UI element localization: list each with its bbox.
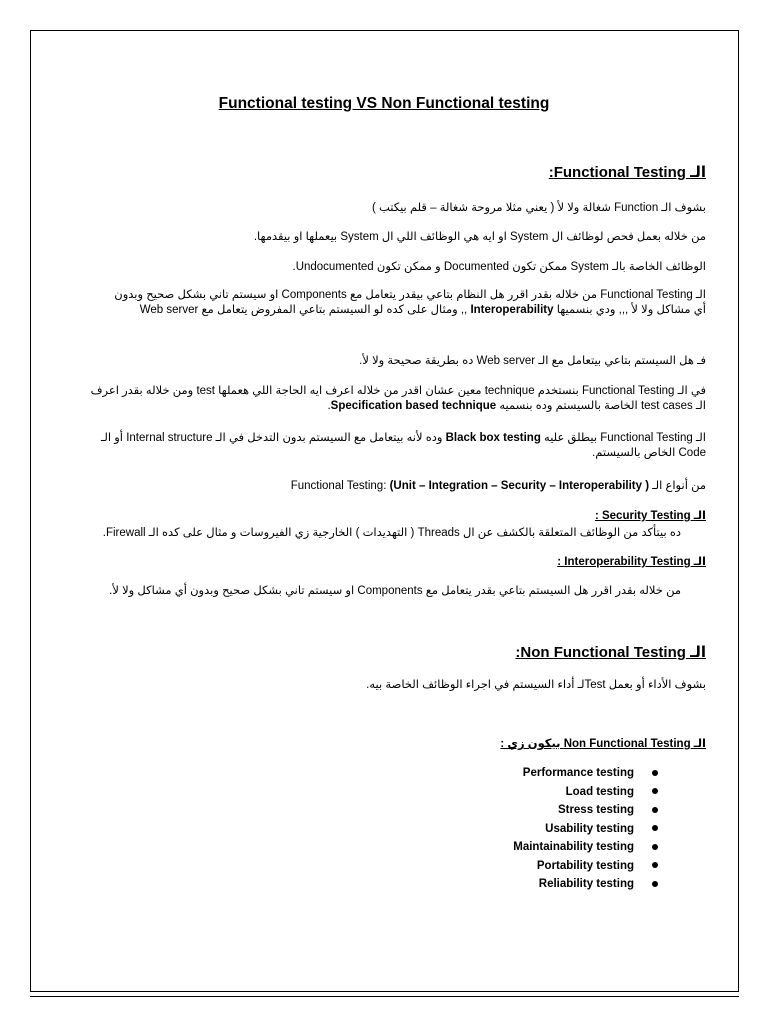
functional-types — [62, 479, 706, 494]
bullet-icon — [652, 807, 658, 813]
non-functional-heading: الـ Non Functional Testing: — [515, 644, 706, 661]
p7-text-end: وده لأنه بيتعامل مع السيستم بدون التدخل في الـ Internal structure أو الـ Code الخاص بالسيستم. — [100, 432, 706, 459]
list-item: Reliability testing — [513, 875, 658, 894]
functional-paragraph-1: بشوف الـ Function شغالة ولا لأ ( يعني مثلا مروحة شغالة – قلم بيكتب ) — [371, 202, 706, 214]
document-title: Functional testing VS Non Functional testing — [218, 95, 550, 112]
bullet-icon — [652, 844, 658, 850]
specification-term: Specification based technique — [330, 400, 497, 412]
list-item: Stress testing — [513, 801, 658, 820]
interoperability-term: Interoperability — [470, 304, 554, 316]
p7-text-start: الـ Functional Testing بيطلق عليه — [540, 432, 706, 444]
types-label: من أنواع الـ Functional Testing: — [290, 480, 706, 492]
list-item: Portability testing — [513, 857, 658, 876]
bullet-icon — [652, 881, 658, 887]
list-item: Load testing — [513, 783, 658, 802]
functional-paragraph-5: فـ هل السيستم بتاعي بيتعامل مع الـ Web server ده بطريقة صحيحة ولا لأ. — [359, 355, 706, 367]
security-testing-text: ده بيتأكد من الوظائف المتعلقة بالكشف عن ال Threads ( التهديدات ) الخارجية زي الفيروسات و مثال على كده الـ Firewall. — [102, 527, 681, 539]
black-box-term: Black box testing — [445, 432, 541, 444]
p4-text-start: الـ Functional Testing من خلاله بقدر اقرر هل النظام بتاعي بيقدر يتعامل مع Components او سيستم تاني بشكل صحيح وبدون أي مشاكل ولا لأ ,,, ودي بنسميها — [114, 289, 706, 316]
non-functional-paragraph: بشوف الأداء أو بعمل Testلـ أداء السيستم في اجراء الوظائف الخاصة بيه. — [366, 679, 706, 691]
functional-paragraph-2: من خلاله بعمل فحص لوظائف ال System او ايه هي الوظائف اللي ال System بيعملها او بيقدمها. — [253, 231, 706, 243]
types-list: (Unit – Integration – Security – Interoperability ) — [389, 480, 650, 492]
security-testing-heading: الـ Security Testing : — [594, 510, 706, 522]
list-item: Maintainability testing — [513, 838, 658, 857]
page-bottom-rule — [30, 996, 739, 997]
functional-paragraph-3: الوظائف الخاصة بالـ System ممكن تكون Documented و ممكن تكون Undocumented. — [292, 261, 706, 273]
bullet-icon — [652, 788, 658, 794]
functional-paragraph-6 — [90, 384, 706, 414]
p6-text-end: . — [327, 400, 331, 412]
bullet-icon — [652, 825, 658, 831]
functional-paragraph-7 — [86, 431, 706, 461]
functional-heading: الـ Functional Testing: — [548, 164, 706, 181]
interoperability-testing-text: من خلاله بقدر اقرر هل السيستم بتاعي بقدر يتعامل مع Components او سيستم تاني بشكل صحيح وبدون أي مشاكل ولا لأ. — [109, 585, 681, 597]
p6-text-start: في الـ Functional Testing بنستخدم technique معين عشان اقدر من خلاله اعرف ايه الحاجة اللي هعملها test ومن خلاله بقدر اعرف الـ test cases الخاصة بالسيستم وده بنسميه — [90, 385, 706, 412]
non-functional-types-list — [513, 764, 658, 894]
list-item: Performance testing — [513, 764, 658, 783]
bullet-icon — [652, 862, 658, 868]
list-item: Usability testing — [513, 820, 658, 839]
interoperability-testing-heading: الـ Interoperability Testing : — [557, 556, 706, 568]
p4-text-end: ,, ومثال على كده لو السيستم بتاعي المفروض يتعامل مع Web server — [139, 304, 471, 316]
bullet-icon — [652, 770, 658, 776]
non-functional-list-heading: الـ Non Functional Testing بيكون زي : — [500, 738, 706, 750]
functional-paragraph-4 — [106, 288, 706, 318]
